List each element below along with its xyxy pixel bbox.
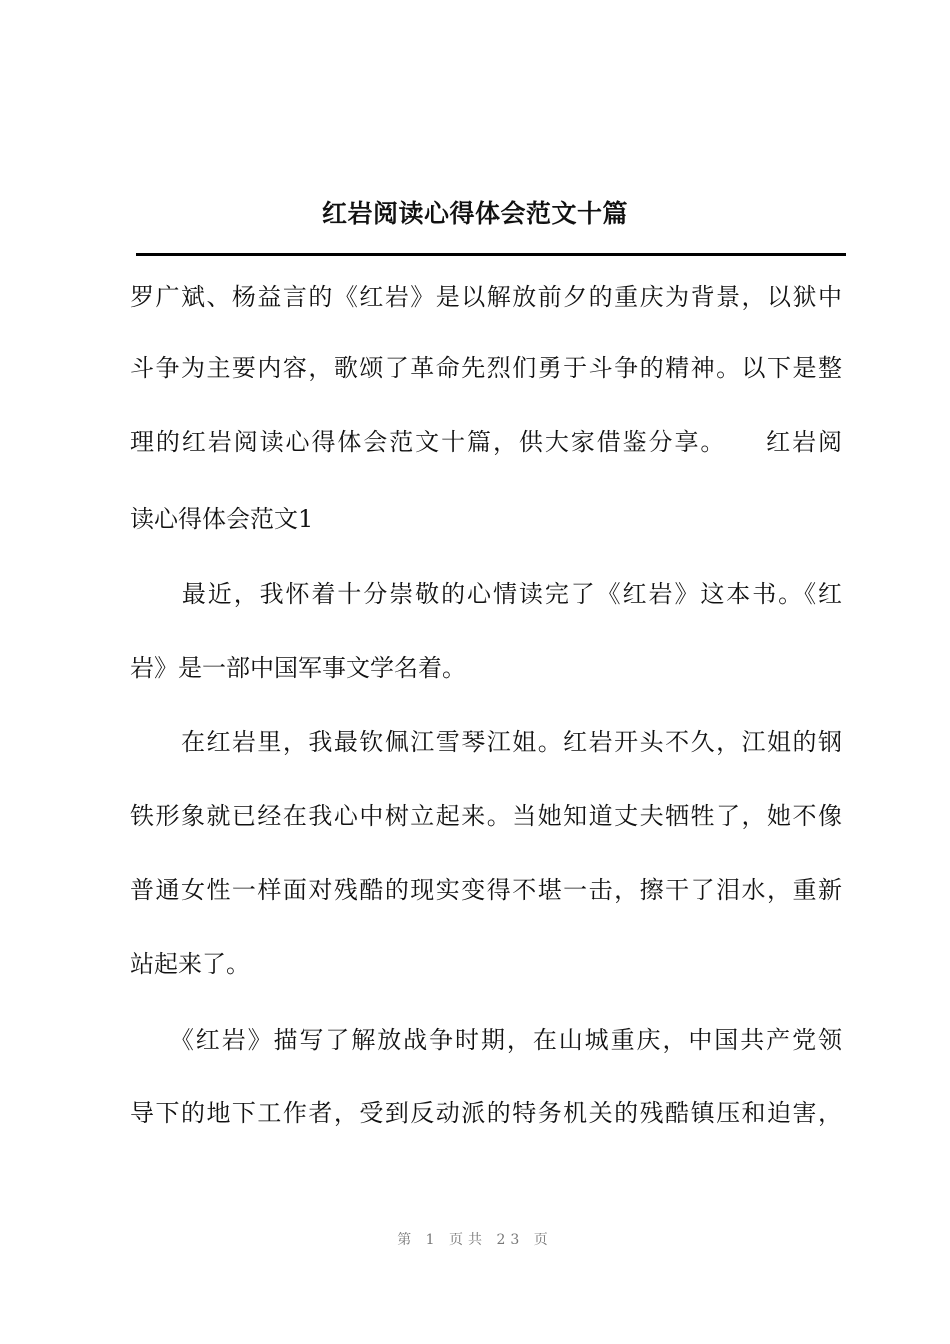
title-underline-rule xyxy=(136,253,846,256)
body-line-9: 普通女性一样面对残酷的现实变得不堪一击，擦干了泪水，重新 xyxy=(130,876,842,904)
body-line-8: 铁形象就已经在我心中树立起来。当她知道丈夫牺牲了，她不像 xyxy=(130,802,842,830)
page-number-footer: 第 1 页共 23 页 xyxy=(397,1232,553,1248)
body-line-6: 岩》是一部中国军事文学名着。 xyxy=(130,654,466,682)
body-line-11: 《红岩》描写了解放战争时期，在山城重庆，中国共产党领 xyxy=(130,1026,842,1054)
body-line-2: 斗争为主要内容，歌颂了革命先烈们勇于斗争的精神。以下是整 xyxy=(130,354,842,382)
document-title: 红岩阅读心得体会范文十篇 xyxy=(321,199,628,228)
body-line-3: 理的红岩阅读心得体会范文十篇，供大家借鉴分享。 红岩阅 xyxy=(130,428,842,456)
body-line-7: 在红岩里，我最钦佩江雪琴江姐。红岩开头不久，江姐的钢 xyxy=(130,728,842,756)
body-line-10: 站起来了。 xyxy=(130,950,250,978)
body-line-5: 最近，我怀着十分崇敬的心情读完了《红岩》这本书。《红 xyxy=(130,580,842,608)
body-line-1: 罗广斌、杨益言的《红岩》是以解放前夕的重庆为背景，以狱中 xyxy=(130,283,842,311)
body-line-4: 读心得体会范文1 xyxy=(130,505,314,533)
body-line-12: 导下的地下工作者，受到反动派的特务机关的残酷镇压和迫害， xyxy=(130,1099,842,1127)
